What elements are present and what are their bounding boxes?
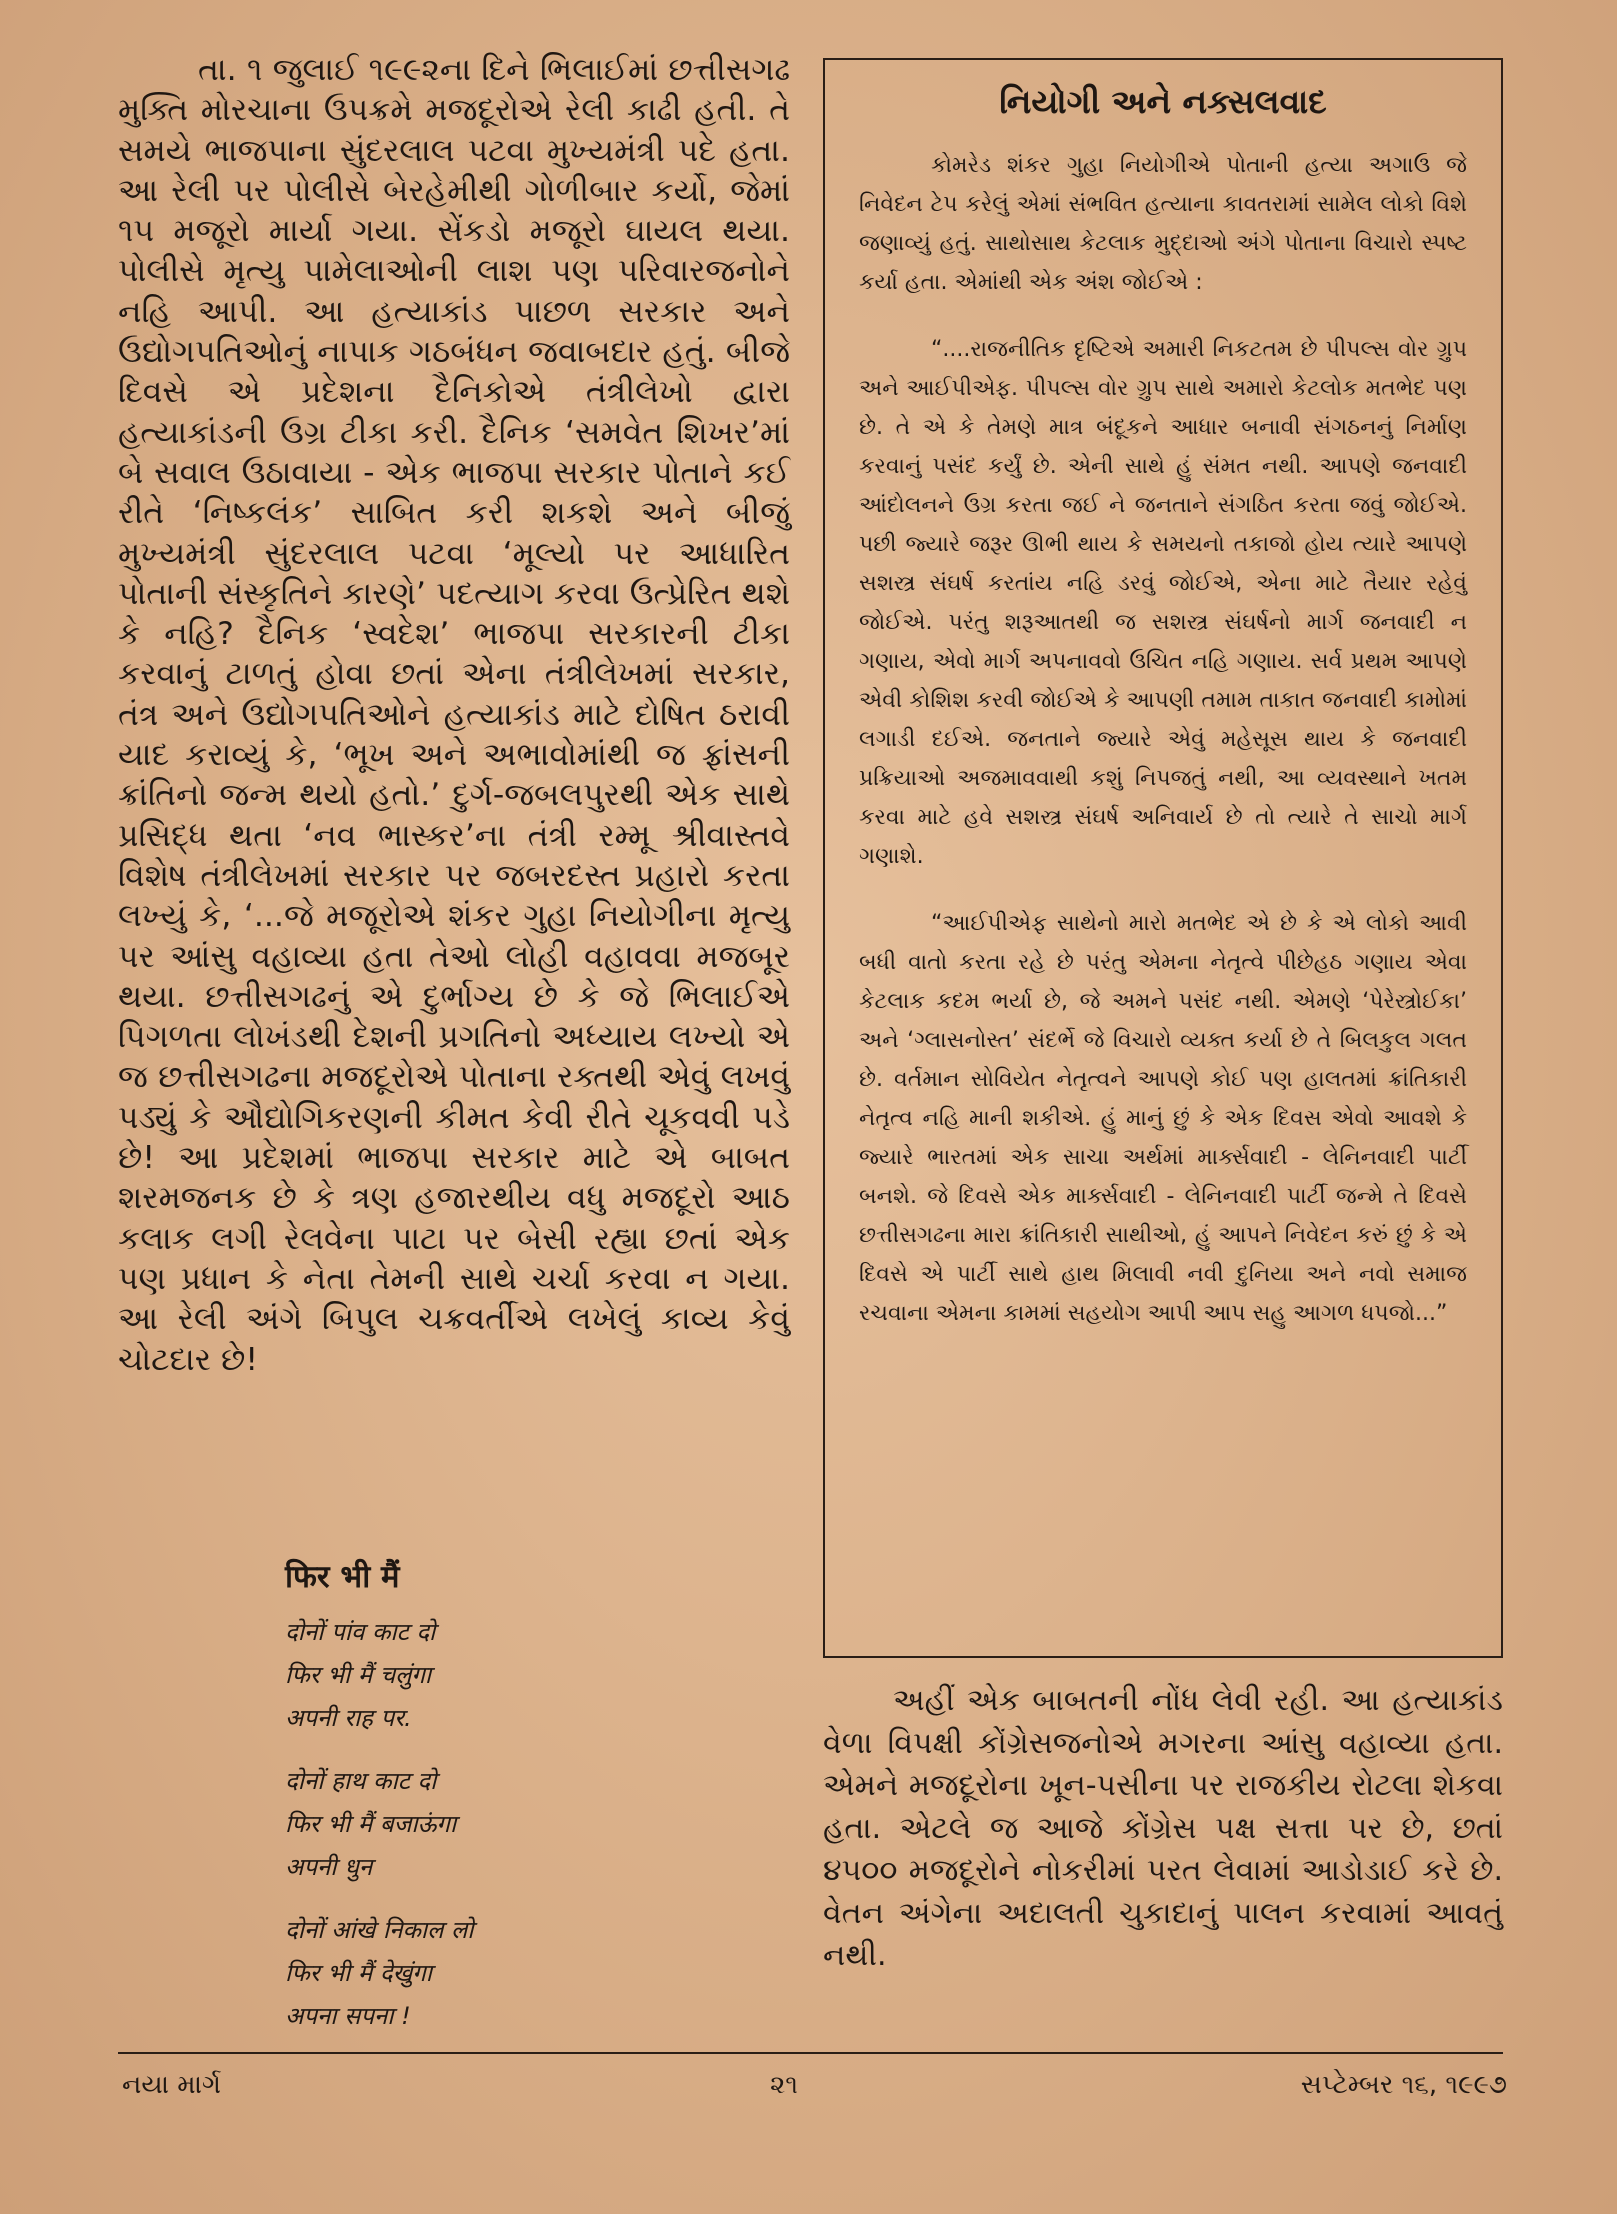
poem-stanza [285,1909,705,2038]
poem-stanza [285,1760,705,1889]
box-quote: “આઈપીએફ સાથેનો મારો મતભેદ એ છે કે એ લોકો આવી બધી વાતો કરતા રહે છે પરંતુ એમના નેતૃત્વે પીછેહઠ ગણાય એવા કેટલાક કદમ ભર્યા છે, જે અમને પસંદ નથી. એમણે ‘પેરેસ્ત્રોઈકા’ અને ‘ગ્લાસનોસ્ત’ સંદર્ભે જે વિચારો વ્યક્ત કર્યા છે તે બિલકુલ ગલત છે. વર્તમાન સોવિયેત નેતૃત્વને આપણે કોઈ પણ હાલતમાં ક્રાંતિકારી નેતૃત્વ નહિ માની શકીએ. હું માનું છું કે એક દિવસ એવો આવશે કે જ્યારે ભારતમાં એક સાચા અર્થમાં માર્ક્સવાદી - લેનિનવાદી પાર્ટી બનશે. જે દિવસે એક માર્ક્સવાદી - લેનિનવાદી પાર્ટી જન્મે તે દિવસે છત્તીસગઢના મારા ક્રાંતિકારી સાથીઓ, હું આપને નિવેદન કરું છું કે એ દિવસે એ પાર્ટી સાથે હાથ મિલાવી નવી દુનિયા અને નવો સમાજ રચવાના એમના કામમાં સહયોગ આપી આપ સહુ આગળ ધપજો...” [859,911,1467,1326]
poem-title: फिर भी मैं [285,1559,400,1595]
publication-name: નયા માર્ગ [122,2070,222,2100]
main-article-paragraph: તા. ૧ જુલાઈ ૧૯૯૨ના દિને ભિલાઈમાં છત્તીસગઢ મુક્તિ મોરચાના ઉપક્રમે મજદૂરોએ રેલી કાઢી હતી. તે સમયે ભાજપાના સુંદરલાલ પટવા મુખ્યમંત્રી પદે હતા. આ રેલી પર પોલીસે બેરહેમીથી ગોળીબાર કર્યો, જેમાં ૧૫ મજૂરો માર્યા ગયા. સેંકડો મજૂરો ઘાયલ થયા. પોલીસે મૃત્યુ પામેલાઓની લાશ પણ પરિવારજનોને નહિ આપી. આ હત્યાકાંડ પાછળ સરકાર અને ઉદ્યોગપતિઓનું નાપાક ગઠબંધન જવાબદાર હતું. બીજે દિવસે એ પ્રદેશના દૈનિકોએ તંત્રીલેખો દ્વારા હત્યાકાંડની ઉગ્ર ટીકા કરી. દૈનિક ‘સમવેત શિખર’માં બે સવાલ ઉઠાવાયા - એક ભાજપા સરકાર પોતાને કઈ રીતે ‘નિષ્કલંક’ સાબિત કરી શકશે અને બીજું મુખ્યમંત્રી સુંદરલાલ પટવા ‘મૂલ્યો પર આધારિત પોતાની સંસ્કૃતિને કારણે’ પદત્યાગ કરવા ઉત્પ્રેરિત થશે કે નહિ? દૈનિક ‘સ્વદેશ’ ભાજપા સરકારની ટીકા કરવાનું ટાળતું હોવા છતાં એના તંત્રીલેખમાં સરકાર, તંત્ર અને ઉદ્યોગપતિઓને હત્યાકાંડ માટે દોષિત ઠરાવી યાદ કરાવ્યું કે, ‘ભૂખ અને અભાવોમાંથી જ ફ્રાંસની ક્રાંતિનો જન્મ થયો હતો.’ દુર્ગ-જબલપુરથી એક સાથે પ્રસિદ્ધ થતા ‘નવ ભાસ્કર’ના તંત્રી રમ્મૂ શ્રીવાસ્તવે વિશેષ તંત્રીલેખમાં સરકાર પર જબરદસ્ત પ્રહારો કરતા લખ્યું કે, ‘...જે મજૂરોએ શંકર ગુહા નિયોગીના મૃત્યુ પર આંસુ વહાવ્યા હતા તેઓ લોહી વહાવવા મજબૂર થયા. છત્તીસગઢનું એ દુર્ભાગ્ય છે કે જે ભિલાઈએ પિગળતા લોખંડથી દેશની પ્રગતિનો અધ્યાય લખ્યો એ જ છત્તીસગઢના મજદૂરોએ પોતાના રક્તથી એવું લખવું પડ્યું કે ઔદ્યોગિકરણની કીમત કેવી રીતે ચૂકવવી પડે છે! આ પ્રદેશમાં ભાજપા સરકાર માટે એ બાબત શરમજનક છે કે ત્રણ હજારથીય વધુ મજદૂરો આઠ કલાક લગી રેલવેના પાટા પર બેસી રહ્યા છતાં એક પણ પ્રધાન કે નેતા તેમની સાથે ચર્ચા કરવા ન ગયા. આ રેલી અંગે બિપુલ ચક્રવર્તીએ લખેલું કાવ્ય કેવું ચોટદાર છે! [118,52,790,1378]
page-number: ૨૧ [770,2070,799,2100]
poem-line: अपना सपना ! [285,2002,411,2030]
right-column [823,1680,1503,1978]
poem-line: अपनी धुन [285,1853,373,1881]
box-intro: કોમરેડ શંકર ગુહા નિયોગીએ પોતાની હત્યા અગાઉ જે નિવેદન ટેપ કરેલું એમાં સંભવિત હત્યાના કાવતરામાં સામેલ લોકો વિશે જણાવ્યું હતું. સાથોસાથ કેટલાક મુદ્દાઓ અંગે પોતાના વિચારો સ્પષ્ટ કર્યા હતા. એમાંથી એક અંશ જોઈએ : [859,153,1467,295]
poem-stanza [285,1611,705,1740]
poem-line: दोनों पांव काट दो [285,1618,436,1646]
poem-line: दोनों आंखे निकाल लो [285,1916,474,1944]
box-title: નિયોગી અને નક્સલવાદ [999,82,1327,121]
poem-line: दोनों हाथ काट दो [285,1767,437,1795]
box-quote: “....રાજનીતિક દૃષ્ટિએ અમારી નિકટતમ છે પીપલ્સ વોર ગ્રુપ અને આઈપીએફ. પીપલ્સ વોર ગ્રુપ સાથે અમારો કેટલોક મતભેદ પણ છે. તે એ કે તેમણે માત્ર બંદૂકને આધાર બનાવી સંગઠનનું નિર્માણ કરવાનું પસંદ કર્યું છે. એની સાથે હું સંમત નથી. આપણે જનવાદી આંદોલનને ઉગ્ર કરતા જઈ ને જનતાને સંગઠિત કરતા જવું જોઈએ. પછી જ્યારે જરૂર ઊભી થાય કે સમયનો તકાજો હોય ત્યારે આપણે સશસ્ત્ર સંઘર્ષ કરતાંય નહિ ડરવું જોઈએ, એના માટે તૈયાર રહેવું જોઈએ. પરંતુ શરૂઆતથી જ સશસ્ત્ર સંઘર્ષનો માર્ગ જનવાદી ન ગણાય, એવો માર્ગ અપનાવવો ઉચિત નહિ ગણાય. સર્વ પ્રથમ આપણે એવી કોશિશ કરવી જોઈએ કે આપણી તમામ તાકાત જનવાદી કામોમાં લગાડી દઈએ. જનતાને જ્યારે એવું મહેસૂસ થાય કે જનવાદી પ્રક્રિયાઓ અજમાવવાથી કશું નિપજતું નથી, આ વ્યવસ્થાને ખતમ કરવા માટે હવે સશસ્ત્ર સંઘર્ષ અનિવાર્ય છે તો ત્યારે તે સાચો માર્ગ ગણાશે. [859,337,1467,869]
poem-line: फिर भी मैं चलुंगा [285,1661,432,1689]
closing-paragraph: અહીં એક બાબતની નોંધ લેવી રહી. આ હત્યાકાંડ વેળા વિપક્ષી કોંગ્રેસજનોએ મગરના આંસુ વહાવ્યા હતા. એમને મજદૂરોના ખૂન-પસીના પર રાજકીય રોટલા શેકવા હતા. એટલે જ આજે કોંગ્રેસ પક્ષ સત્તા પર છે, છતાં ૪૫૦૦ મજદૂરોને નોકરીમાં પરત લેવામાં આડોડાઈ કરે છે. વેતન અંગેના અદાલતી ચુકાદાનું પાલન કરવામાં આવતું નથી. [823,1683,1503,1973]
sidebar-box [823,58,1503,1658]
issue-date: સપ્ટેમ્બર ૧૬, ૧૯૯૭ [1300,2070,1507,2100]
footer-divider [118,2052,1503,2054]
poem-line: फिर भी मैं देखुंगा [285,1959,432,1987]
poem-line: अपनी राह पर. [285,1704,412,1732]
poem [285,1555,705,2058]
poem-line: फिर भी मैं बजाऊंगा [285,1810,457,1838]
left-column [118,50,790,1380]
